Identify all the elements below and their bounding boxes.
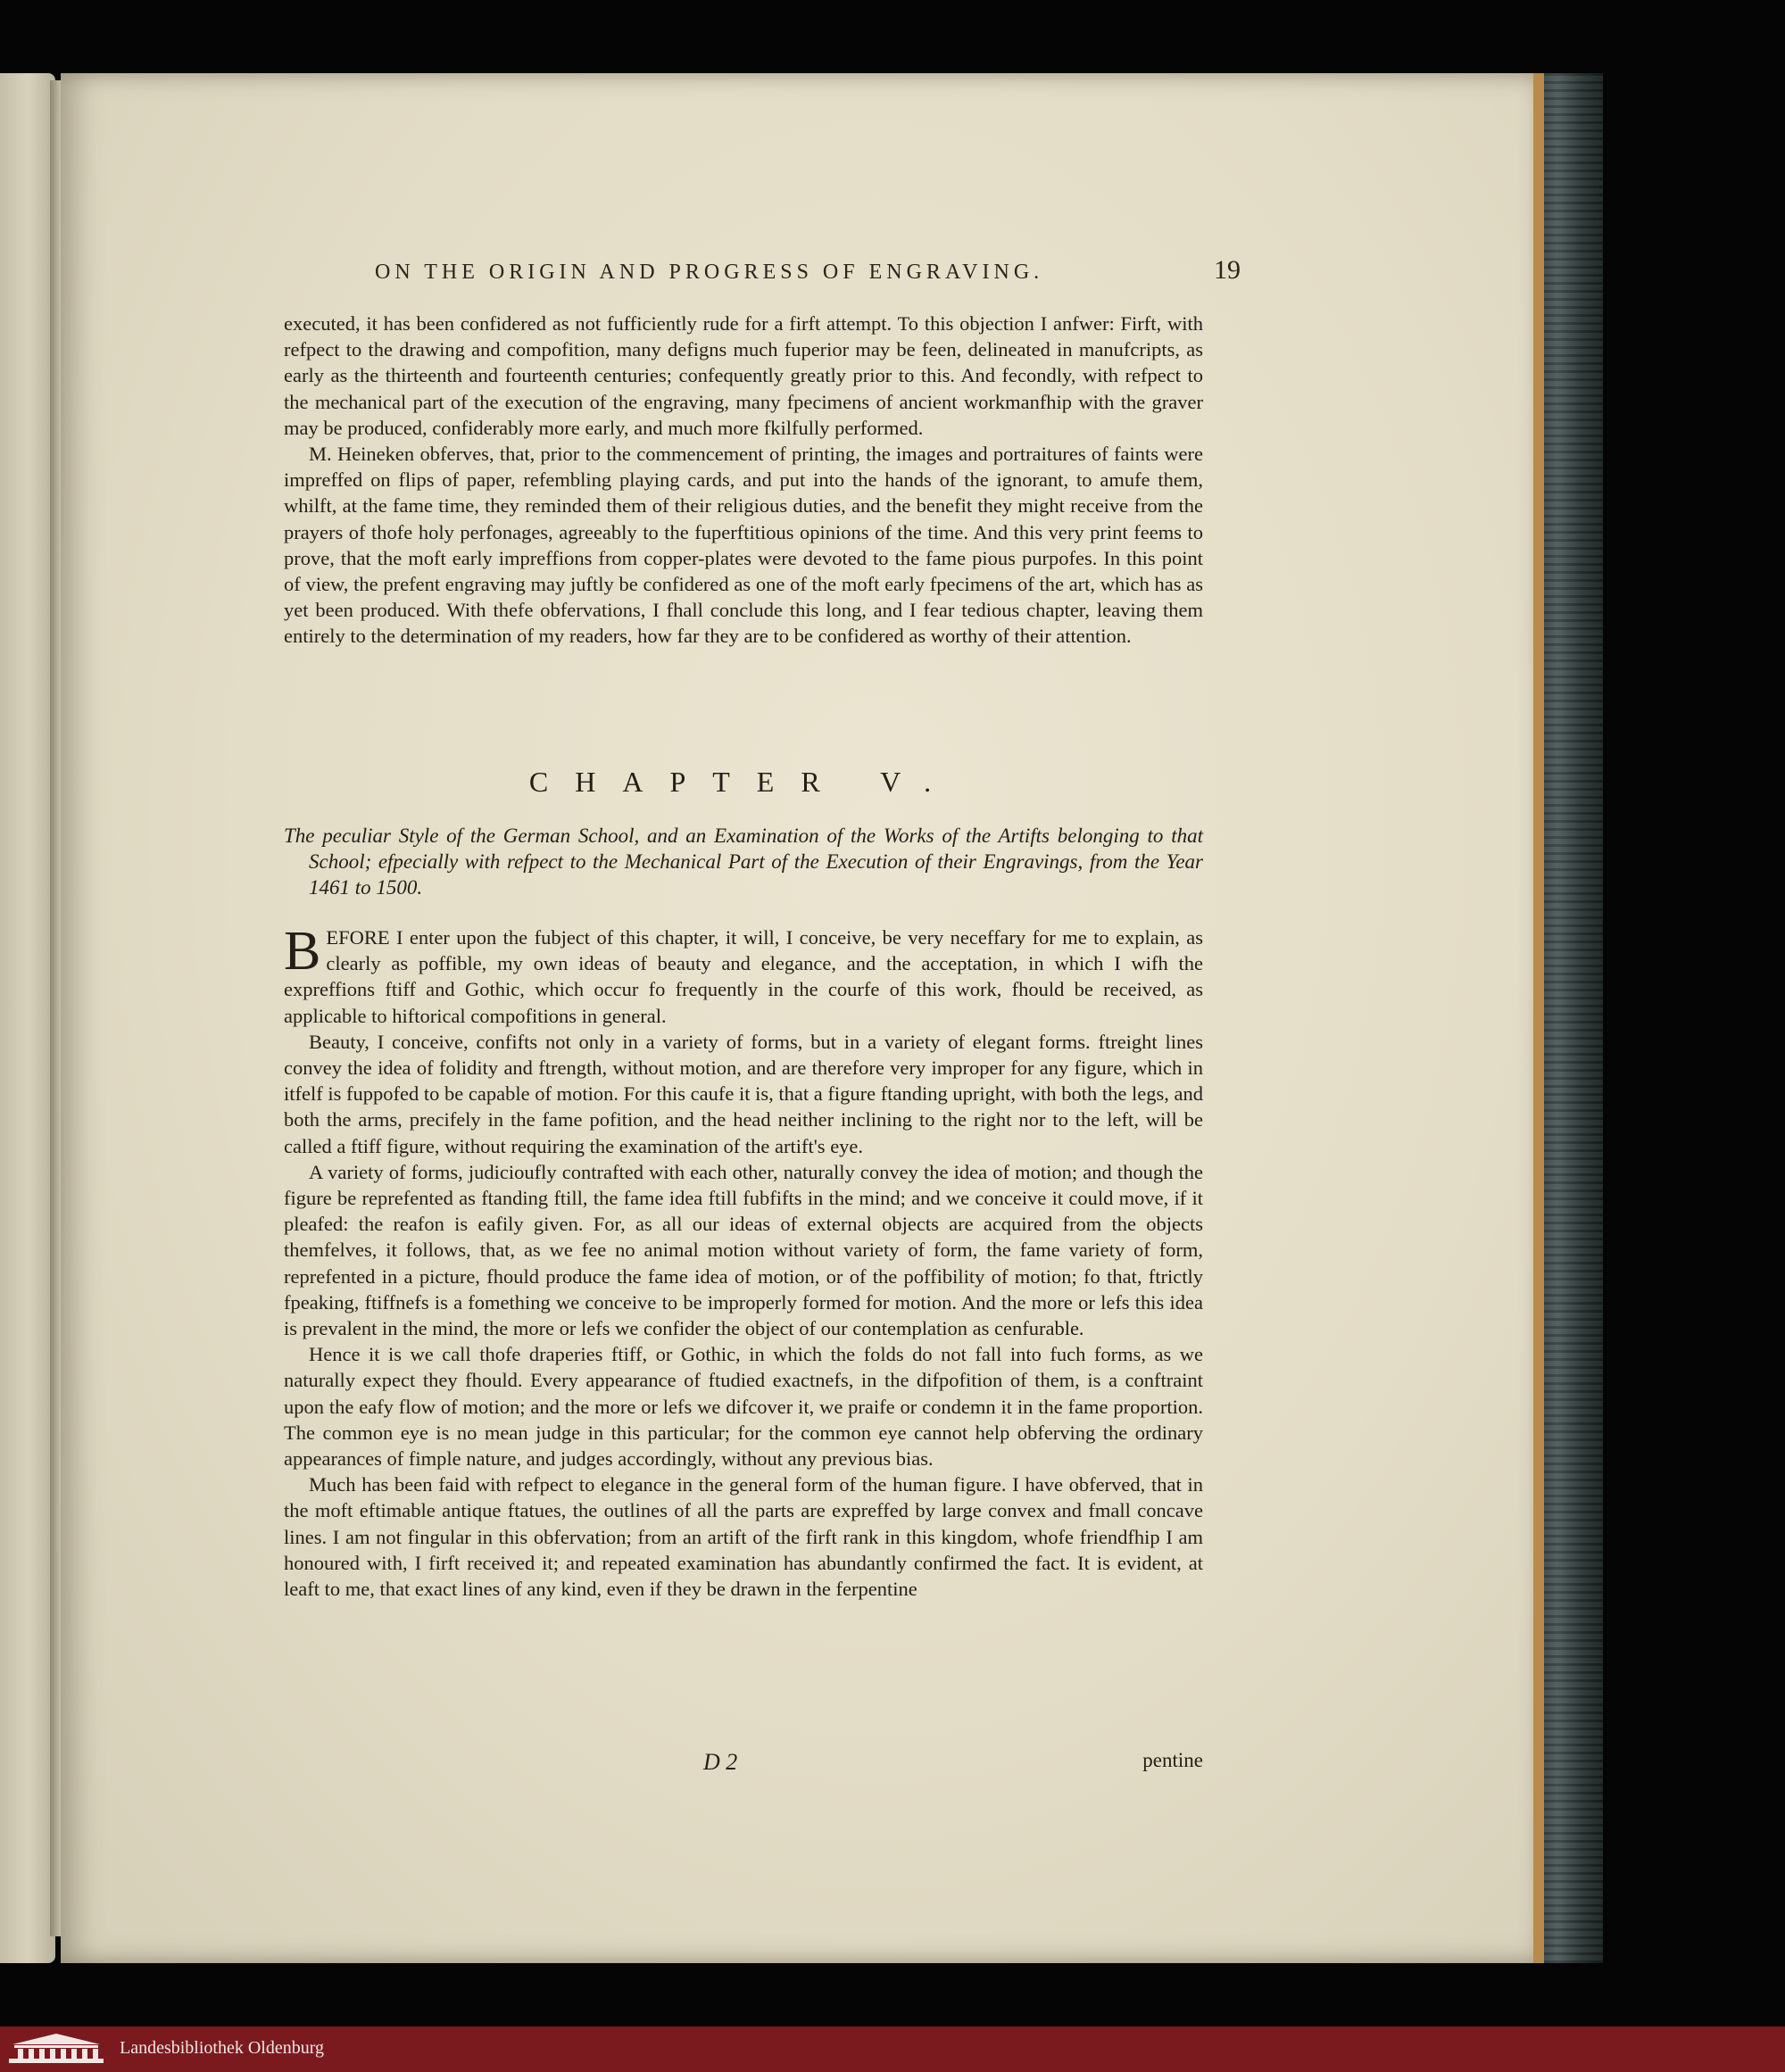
paragraph: Beauty, I conceive, confifts not only in a variety of forms, but in a variety of elegant forms. ftreight lines convey the idea of folidity and ftrength, without motion, and are therefore very improper for any figure, which in itfelf is fuppofed to be capable of motion. For this caufe it is, that a figure ftanding upright, with both the legs, and both the arms, precifely in the fame pofition, and the head neither inclining to the right nor to the left, will be called a ftiff figure, without requiring the examination of the artift's eye. [284, 1030, 1203, 1157]
library-name[interactable]: Landesbibliothek Oldenburg [120, 2038, 325, 2058]
paragraph: A variety of forms, judicioufly contrafted with each other, naturally convey the idea of motion; and though the figure be reprefented as ftanding ftill, the fame idea ftill fubfifts in the mind; and we conceive it could move, if it pleafed: the reafon is eafily given. For, as all our ideas of external objects are acquired from the objects themfelves, it follows, that, as we fee no animal motion without variety of form, the fame variety of form, reprefented in a picture, fhould produce the fame idea of motion, or of the poffibility of motion; fo that, ftrictly fpeaking, ftiffnefs is a fomething we conceive to be improperly formed for motion. And the more or lefs this idea is prevalent in the mind, the more or lefs we confider the object of our contemplation as cenfurable. [284, 1160, 1203, 1340]
library-building-icon [7, 2032, 105, 2066]
first-paragraph [284, 921, 1203, 1029]
left-page-edge [0, 73, 55, 1963]
first-paragraph-text: EFORE I enter upon the fubject of this chapter, it will, I conceive, be very neceffary for me to explain, as clearly as poffible, my own ideas of beauty and elegance, and the acceptation, in which I wifh the expreffions ftiff and Gothic, which occur fo frequently in the courfe of this work, fhould be received, as applicable to hiftorical compofitions in general. [284, 926, 1203, 1027]
paragraph: Much has been faid with refpect to elegance in the general form of the human figure. I have obferved, that in the moft eftimable antique ftatues, the outlines of all the parts are expreffed by large convex and fmall concave lines. I am not fingular in this obfervation; from an artift of the firft rank in this kingdom, whofe friendfhip I am honoured with, I firft received it; and repeated examination has abundantly confirmed the fact. It is evident, at leaft to me, that exact lines of any kind, even if they be drawn in the ferpentine [284, 1473, 1203, 1601]
chapter-subtitle-text: The peculiar Style of the German School, and an Examination of the Works of the Artifts belonging to that School; efpecially with refpect to the Mechanical Part of the Execution of their Engravings, from the Year 1461 to 1500. [284, 825, 1203, 899]
chapter-body [284, 921, 1203, 1602]
leather-binding-edge [1533, 73, 1544, 1963]
opening-text [284, 311, 1203, 650]
page-number: 19 [1214, 255, 1241, 285]
paragraph: executed, it has been confidered as not fufficiently rude for a firft attempt. To this objection I anfwer: Firft, with refpect to the drawing and compofition, many defigns much fuperior may be feen, delineated in manufcripts, as early as the thirteenth and fourteenth centuries; confequently greatly prior to this. And fecondly, with refpect to the mechanical part of the execution of the engraving, many fpecimens of ancient workmanfhip with the graver may be produced, confiderably more early, and much more fkilfully performed. [284, 312, 1203, 439]
paragraph: Hence it is we call thofe draperies ftiff, or Gothic, in which the folds do not fall into fuch forms, as we naturally expect they fhould. Every appearance of ftudied exactnefs, in the difpofition of them, is a conftraint upon the eafy flow of motion; and the more or lefs we difcover it, we praife or condemn it in the fame proportion. The common eye is no mean judge in this particular; for the common eye cannot help obferving the ordinary appearances of fimple nature, and judges accordingly, without any previous bias. [284, 1343, 1203, 1471]
chapter-subtitle [284, 823, 1203, 900]
running-head-title: ON THE ORIGIN AND PROGRESS OF ENGRAVING. [375, 261, 1044, 284]
footer-bar [0, 2026, 1785, 2072]
drop-cap: B [284, 921, 321, 982]
signature-mark: D 2 [703, 1749, 738, 1775]
paragraph: M. Heineken obferves, that, prior to the commencement of printing, the images and portraitures of faints were impreffed on flips of paper, refembling playing cards, and put into the hands of the ignorant, to amufe them, whilft, at the fame time, they reminded them of their religious duties, and the benefit they might receive from the prayers of thofe holy perfonages, agreeably to the fuperftitious opinions of the time. And this very print feems to prove, that the moft early impreffions from copper-plates were devoted to the fame pious purpofes. In this point of view, the prefent engraving may juftly be confidered as one of the moft early fpecimens of the art, which has as yet been produced. With thefe obfervations, I fhall conclude this long, and I fear tedious chapter, leaving them entirely to the determination of my readers, how far they are to be confidered as worthy of their attention. [284, 443, 1203, 648]
running-head [375, 255, 1241, 285]
catchword: pentine [1142, 1749, 1203, 1771]
chapter-heading: CHAPTER V. [528, 766, 959, 798]
